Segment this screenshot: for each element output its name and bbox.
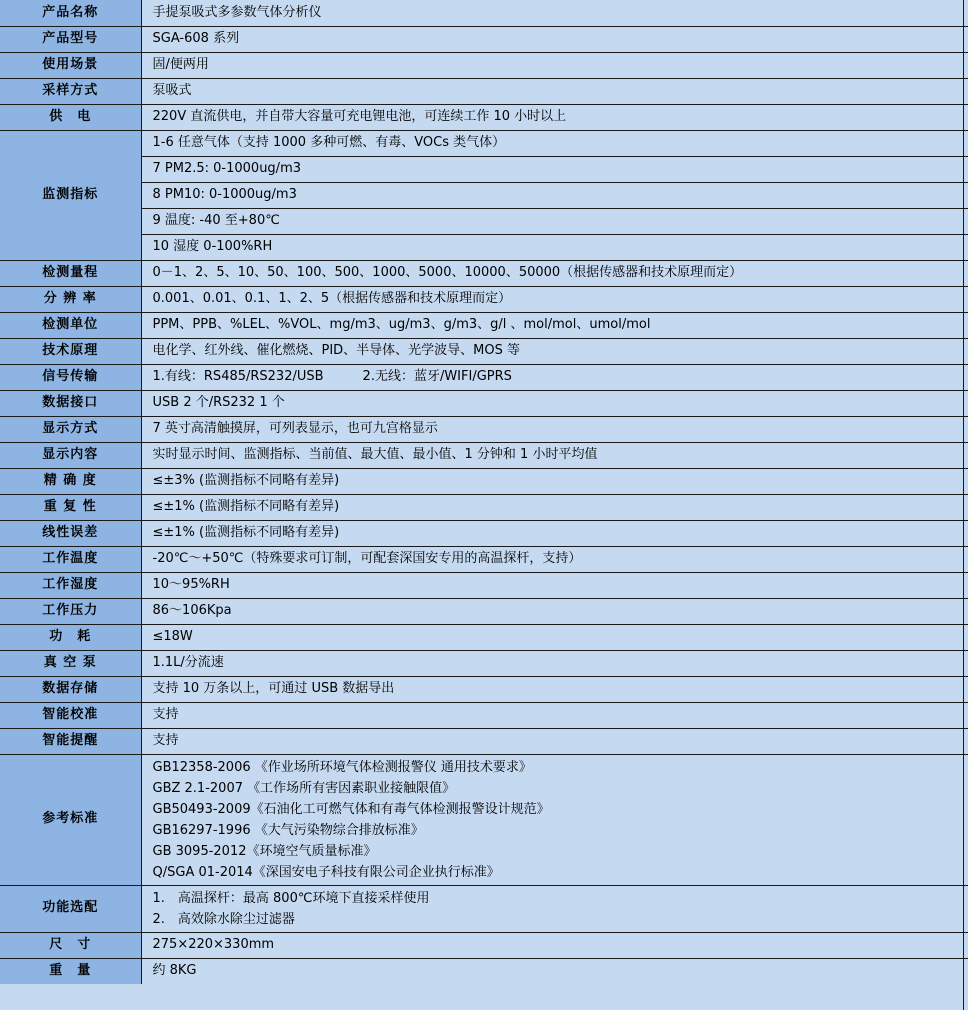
spec-row-vacuum-pump xyxy=(0,650,968,676)
spec-row-accuracy xyxy=(0,468,968,494)
spec-value: 86～106Kpa xyxy=(141,598,968,624)
spec-label: 尺 寸 xyxy=(0,932,141,958)
option-line: 2. 高效除水除尘过滤器 xyxy=(152,911,295,927)
spec-value: 电化学、红外线、催化燃烧、PID、半导体、光学波导、MOS 等 xyxy=(141,338,968,364)
option-line: 1. 高温探杆：最高 800℃环境下直接采样使用 xyxy=(152,890,430,906)
spec-label: 供 电 xyxy=(0,104,141,130)
spec-value: 手提泵吸式多参数气体分析仪 xyxy=(141,0,968,26)
spec-row-smart-calibration xyxy=(0,702,968,728)
spec-label: 数据存储 xyxy=(0,676,141,702)
spec-value: SGA-608 系列 xyxy=(141,26,968,52)
spec-value: 约 8KG xyxy=(141,958,968,984)
spec-row-weight xyxy=(0,958,968,984)
grid-line-right xyxy=(963,0,964,1010)
spec-value: ≤±3% (监测指标不同略有差异) xyxy=(141,468,968,494)
spec-row-power-consumption xyxy=(0,624,968,650)
spec-row-resolution xyxy=(0,286,968,312)
spec-value: USB 2 个/RS232 1 个 xyxy=(141,390,968,416)
spec-value: 7 PM2.5: 0-1000ug/m3 xyxy=(141,156,968,182)
spec-label: 工作压力 xyxy=(0,598,141,624)
spec-row-linearity-error xyxy=(0,520,968,546)
standard-line: GB 3095-2012《环境空气质量标准》 xyxy=(152,843,377,859)
spec-value: 10 湿度 0-100%RH xyxy=(141,234,968,260)
spec-row-display-mode xyxy=(0,416,968,442)
spec-row-monitor-indicators xyxy=(0,234,968,260)
spec-row-units xyxy=(0,312,968,338)
spec-value: 固/便两用 xyxy=(141,52,968,78)
spec-label: 使用场景 xyxy=(0,52,141,78)
spec-value: 0－1、2、5、10、50、100、500、1000、5000、10000、50000（根据传感器和技术原理而定） xyxy=(141,260,968,286)
spec-value xyxy=(141,754,968,885)
spec-row-smart-reminder xyxy=(0,728,968,754)
spec-value: 支持 xyxy=(141,728,968,754)
spec-value: ≤±1% (监测指标不同略有差异) xyxy=(141,494,968,520)
spec-label: 重 复 性 xyxy=(0,494,141,520)
spec-label: 工作温度 xyxy=(0,546,141,572)
spec-value: 0.001、0.01、0.1、1、2、5（根据传感器和技术原理而定） xyxy=(141,286,968,312)
standard-line: Q/SGA 01-2014《深国安电子科技有限公司企业执行标准》 xyxy=(152,864,500,880)
spec-value: 9 温度: -40 至+80℃ xyxy=(141,208,968,234)
spec-row-data-interface xyxy=(0,390,968,416)
spec-value: 1.有线：RS485/RS232/USB 2.无线：蓝牙/WIFI/GPRS xyxy=(141,364,968,390)
spec-row-principle xyxy=(0,338,968,364)
spec-row-monitor-indicators xyxy=(0,208,968,234)
spec-row-monitor-indicators xyxy=(0,156,968,182)
spec-row-power-supply xyxy=(0,104,968,130)
spec-value: 实时显示时间、监测指标、当前值、最大值、最小值、1 分钟和 1 小时平均值 xyxy=(141,442,968,468)
spec-label: 检测量程 xyxy=(0,260,141,286)
spec-label: 显示内容 xyxy=(0,442,141,468)
spec-label: 显示方式 xyxy=(0,416,141,442)
spec-row-data-storage xyxy=(0,676,968,702)
spec-label: 采样方式 xyxy=(0,78,141,104)
spec-label: 分 辨 率 xyxy=(0,286,141,312)
spec-row-display-content xyxy=(0,442,968,468)
spec-row-reference-standards xyxy=(0,754,968,885)
spec-value: 275×220×330mm xyxy=(141,932,968,958)
spec-label: 信号传输 xyxy=(0,364,141,390)
spec-value: 支持 10 万条以上，可通过 USB 数据导出 xyxy=(141,676,968,702)
spec-label: 技术原理 xyxy=(0,338,141,364)
spec-value: ≤±1% (监测指标不同略有差异) xyxy=(141,520,968,546)
spec-row-model xyxy=(0,26,968,52)
spec-value: 1.1L/分流速 xyxy=(141,650,968,676)
spec-value xyxy=(141,885,968,932)
spec-row-signal-transmission xyxy=(0,364,968,390)
standard-line: GB12358-2006 《作业场所环境气体检测报警仪 通用技术要求》 xyxy=(152,759,532,775)
spec-label: 数据接口 xyxy=(0,390,141,416)
spec-label: 检测单位 xyxy=(0,312,141,338)
spec-row-usage-scene xyxy=(0,52,968,78)
spec-label: 精 确 度 xyxy=(0,468,141,494)
spec-row-sampling xyxy=(0,78,968,104)
spec-value: 220V 直流供电，并自带大容量可充电锂电池，可连续工作 10 小时以上 xyxy=(141,104,968,130)
spec-label: 参考标准 xyxy=(0,754,141,885)
spec-value: ≤18W xyxy=(141,624,968,650)
spec-label: 智能校准 xyxy=(0,702,141,728)
spec-row-working-humidity xyxy=(0,572,968,598)
spec-value: 10～95%RH xyxy=(141,572,968,598)
spec-label: 监测指标 xyxy=(0,130,141,260)
spec-label: 重 量 xyxy=(0,958,141,984)
spec-row-working-temperature xyxy=(0,546,968,572)
spec-row-working-pressure xyxy=(0,598,968,624)
spec-label: 智能提醒 xyxy=(0,728,141,754)
spec-label: 产品型号 xyxy=(0,26,141,52)
spec-value: 支持 xyxy=(141,702,968,728)
spec-row-optional-features xyxy=(0,885,968,932)
spec-value: PPM、PPB、%LEL、%VOL、mg/m3、ug/m3、g/m3、g/l 、mol/mol、umol/mol xyxy=(141,312,968,338)
spec-row-repeatability xyxy=(0,494,968,520)
spec-value: -20℃～+50℃（特殊要求可订制，可配套深国安专用的高温探杆，支持） xyxy=(141,546,968,572)
standard-line: GB16297-1996 《大气污染物综合排放标准》 xyxy=(152,822,424,838)
spec-value: 1-6 任意气体（支持 1000 多种可燃、有毒、VOCs 类气体） xyxy=(141,130,968,156)
spec-value: 7 英寸高清触摸屏，可列表显示，也可九宫格显示 xyxy=(141,416,968,442)
spec-label: 真 空 泵 xyxy=(0,650,141,676)
spec-row-dimensions xyxy=(0,932,968,958)
spec-row-product-name xyxy=(0,0,968,26)
spec-label: 产品名称 xyxy=(0,0,141,26)
spec-value: 泵吸式 xyxy=(141,78,968,104)
spec-label: 工作湿度 xyxy=(0,572,141,598)
spec-label: 功 耗 xyxy=(0,624,141,650)
spec-row-range xyxy=(0,260,968,286)
spec-value: 8 PM10: 0-1000ug/m3 xyxy=(141,182,968,208)
spec-label: 功能选配 xyxy=(0,885,141,932)
spec-row-monitor-indicators xyxy=(0,182,968,208)
spec-label: 线性误差 xyxy=(0,520,141,546)
standard-line: GBZ 2.1-2007 《工作场所有害因素职业接触限值》 xyxy=(152,780,456,796)
standard-line: GB50493-2009《石油化工可燃气体和有毒气体检测报警设计规范》 xyxy=(152,801,550,817)
spec-row-monitor-indicators xyxy=(0,130,968,156)
